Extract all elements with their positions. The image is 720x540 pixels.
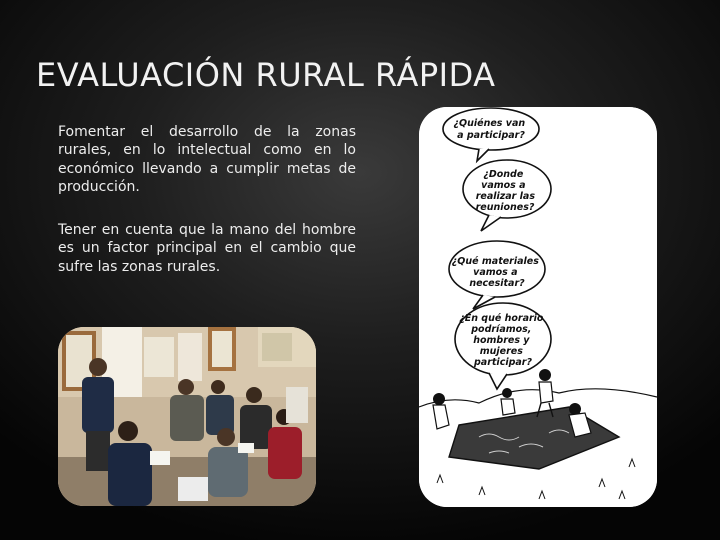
slide-title: EVALUACIÓN RURAL RÁPIDA [36, 56, 496, 94]
community-drawing [419, 107, 657, 507]
bubble-4-line-1: ¿En qué horario [459, 313, 544, 324]
bubble-2-line-1: ¿Donde [483, 169, 524, 180]
bubble-4-line-3: hombres y [473, 335, 530, 346]
bubble-1-line-2: a participar? [457, 130, 525, 141]
paragraph-human-factor: Tener en cuenta que la mano del hombre es un factor principal en el cambio que sufre las zonas rurales. [58, 222, 356, 275]
bubble-3-line-1: ¿Qué materiales [451, 256, 539, 267]
bubble-4-line-2: podríamos, [471, 324, 532, 335]
bubble-1-line-1: ¿Quiénes van [453, 118, 526, 129]
bubble-3-line-3: necesitar? [469, 278, 525, 289]
bubble-2-line-2: vamos a [481, 180, 526, 191]
bubble-2-line-4: reuniones? [475, 202, 535, 213]
bubble-2-line-3: realizar las [475, 191, 535, 202]
bubble-4-line-4: mujeres [479, 346, 523, 357]
bubble-3-line-2: vamos a [473, 267, 518, 278]
meeting-photo [58, 327, 316, 506]
bubble-4-line-5: participar? [474, 357, 532, 368]
svg-text:¿Quiénes van a partici [454, 118, 529, 141]
paragraph-development: Fomentar el desarrollo de la zonas rurales, en lo intelectual como en lo económico llevando a cumplir metas de producción. [58, 124, 356, 196]
